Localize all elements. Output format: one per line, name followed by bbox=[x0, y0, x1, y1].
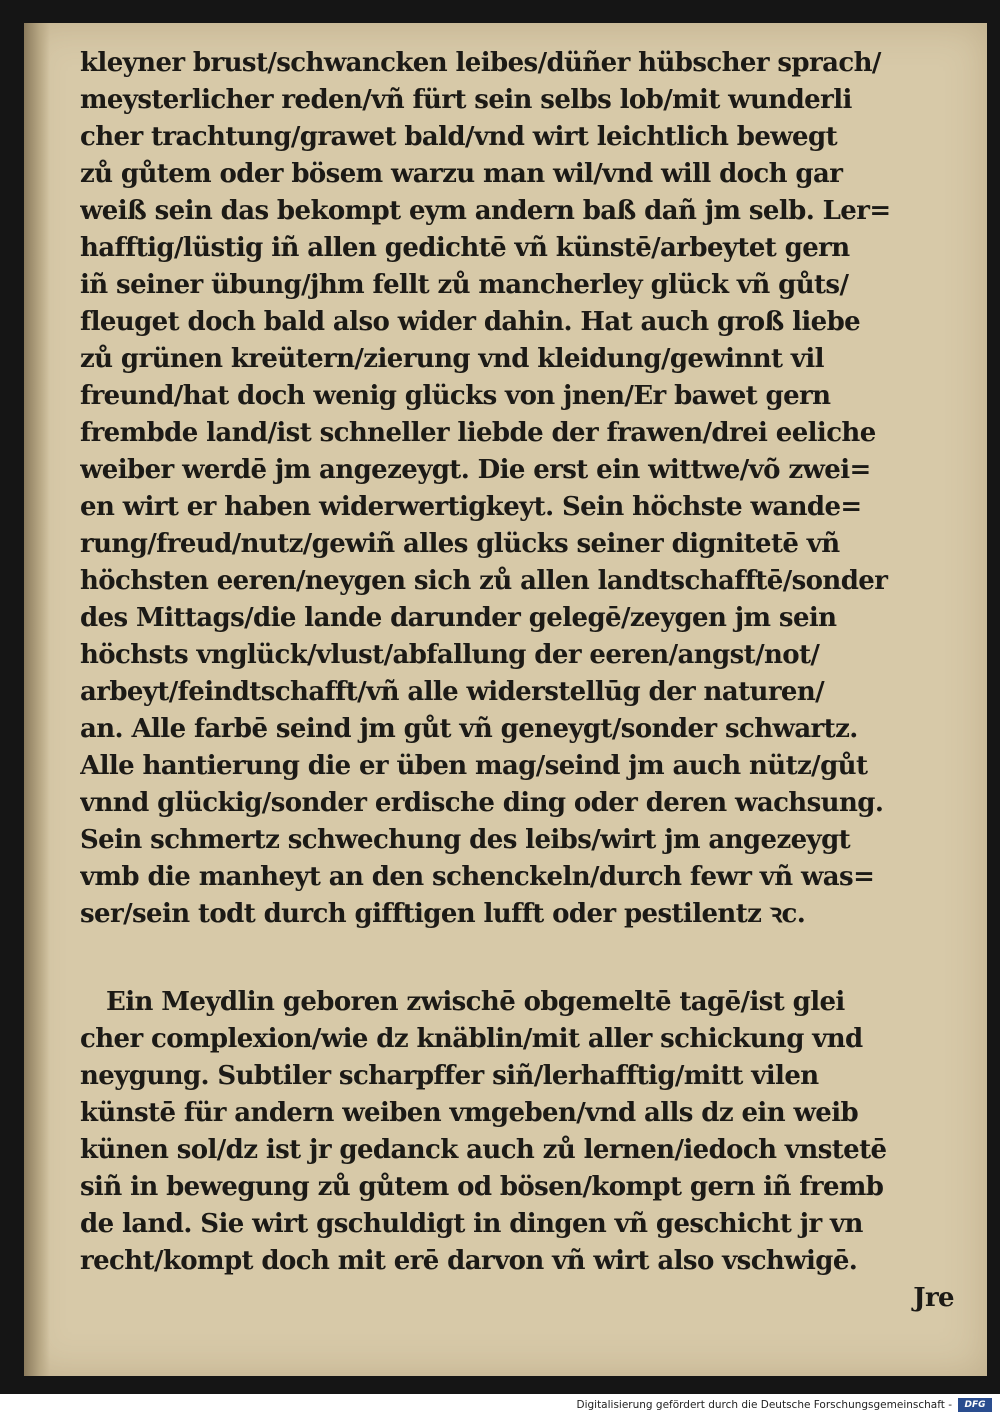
text-line: de land. Sie wirt gschuldigt in dingen vñ geschicht jr vn bbox=[80, 1209, 863, 1239]
page-spine-shadow bbox=[24, 23, 50, 1376]
catchword: Jre bbox=[913, 1283, 954, 1313]
book-page bbox=[24, 23, 987, 1376]
text-line: zů grünen kreütern/zierung vnd kleidung/gewinnt vil bbox=[80, 344, 824, 374]
text-line: rung/freud/nutz/gewiñ alles glücks seiner dignitetē vñ bbox=[80, 529, 840, 559]
text-line: freund/hat doch wenig glücks von jnen/Er bawet gern bbox=[80, 381, 831, 411]
text-line: en wirt er haben widerwertigkeyt. Sein höchste wande= bbox=[80, 492, 862, 522]
text-line: kleyner brust/schwancken leibes/düñer hübscher sprach/ bbox=[80, 48, 881, 78]
text-line: des Mittags/die lande darunder gelegē/zeygen jm sein bbox=[80, 603, 837, 633]
text-line: hafftig/lüstig iñ allen gedichtē vñ künstē/arbeytet gern bbox=[80, 233, 850, 263]
text-line: weiber werdē jm angezeygt. Die erst ein wittwe/võ zwei= bbox=[80, 455, 871, 485]
text-line: Sein schmertz schwechung des leibs/wirt jm angezeygt bbox=[80, 825, 851, 855]
paragraph-1 bbox=[80, 45, 960, 933]
text-line: fleuget doch bald also wider dahin. Hat auch groß liebe bbox=[80, 307, 861, 337]
page-text bbox=[80, 45, 960, 1317]
text-line: höchsts vnglück/vlust/abfallung der eeren/angst/not/ bbox=[80, 640, 820, 670]
text-line: Alle hantierung die er üben mag/seind jm auch nütz/gůt bbox=[80, 751, 868, 781]
text-line: künstē für andern weiben vmgeben/vnd alls dz ein weib bbox=[80, 1098, 859, 1128]
footer-credit: Digitalisierung gefördert durch die Deutsche Forschungsgemeinschaft - bbox=[576, 1399, 952, 1411]
text-line: recht/kompt doch mit erē darvon vñ wirt also vschwigē. bbox=[80, 1246, 858, 1276]
text-line: meysterlicher reden/vñ fürt sein selbs lob/mit wunderli bbox=[80, 85, 852, 115]
text-line: Ein Meydlin geboren zwischē obgemeltē tagē/ist glei bbox=[106, 987, 845, 1017]
text-line: künen sol/dz ist jr gedanck auch zů lernen/iedoch vnstetē bbox=[80, 1135, 887, 1165]
text-line: cher complexion/wie dz knäblin/mit aller schickung vnd bbox=[80, 1024, 863, 1054]
text-line: siñ in bewegung zů gůtem od bösen/kompt gern iñ fremb bbox=[80, 1172, 884, 1202]
text-line: ser/sein todt durch gifftigen lufft oder pestilentz ꝛc. bbox=[80, 899, 806, 929]
text-line: neygung. Subtiler scharpffer siñ/lerhafftig/mitt vilen bbox=[80, 1061, 819, 1091]
paragraph-gap bbox=[80, 933, 960, 984]
dfg-logo-icon: DFG bbox=[958, 1398, 992, 1412]
text-line: weiß sein das bekompt eym andern baß dañ jm selb. Ler= bbox=[80, 196, 891, 226]
text-line: zů gůtem oder bösem warzu man wil/vnd will doch gar bbox=[80, 159, 843, 189]
text-line: frembde land/ist schneller liebde der frawen/drei eeliche bbox=[80, 418, 876, 448]
paragraph-2 bbox=[80, 984, 960, 1280]
text-line: an. Alle farbē seind jm gůt vñ geneygt/sonder schwartz. bbox=[80, 714, 858, 744]
text-line: cher trachtung/grawet bald/vnd wirt leichtlich bewegt bbox=[80, 122, 837, 152]
text-line: vmb die manheyt an den schenckeln/durch fewr vñ was= bbox=[80, 862, 875, 892]
text-line: arbeyt/feindtschafft/vñ alle widerstellūg der naturen/ bbox=[80, 677, 825, 707]
text-line: vnnd glückig/sonder erdische ding oder deren wachsung. bbox=[80, 788, 884, 818]
text-line: iñ seiner übung/jhm fellt zů mancherley glück vñ gůts/ bbox=[80, 270, 849, 300]
digitization-footer bbox=[0, 1394, 1000, 1417]
text-line: höchsten eeren/neygen sich zů allen landtschafftē/sonder bbox=[80, 566, 888, 596]
